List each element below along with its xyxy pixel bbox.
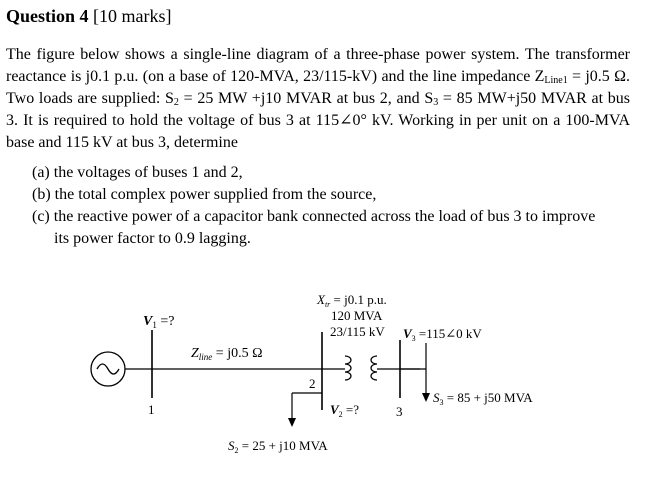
transformer-secondary-coil-icon — [371, 356, 377, 380]
s2-label: $S_2 = 25 + j10$ MVA — [228, 438, 328, 455]
ac-source-wave-icon — [97, 364, 119, 374]
line-subscript: Line1 — [544, 75, 568, 86]
part-c-text-continued: its power factor to 0.9 lagging. — [54, 230, 251, 247]
transformer-primary-coil-icon — [345, 356, 351, 380]
question-parts — [32, 162, 632, 250]
transformer-mva-label: 120 MVA — [331, 308, 383, 323]
xtr-label: $X_{tr} = j0.1$ p.u. — [317, 292, 387, 309]
part-a-text: (a) the voltages of buses 1 and 2, — [32, 164, 243, 181]
paragraph-text-4: = 85 MW+j50 MVAR at bus 3. It is required to hold the voltage of bus 3 at 115∠0° kV. Working in per unit on a 100-MVA base and 115 kV at bus 3, determine — [6, 90, 630, 151]
question-title: Question 4 — [6, 6, 89, 26]
load-2-arrow-icon — [288, 418, 296, 427]
paragraph-text-2: = j0.5 Ω. Two loads are supplied: S — [6, 68, 631, 107]
question-marks: [10 marks] — [93, 6, 172, 26]
transformer-kv-label: 23/115 kV — [330, 324, 385, 339]
part-b-text: (b) the total complex power supplied from the source, — [32, 186, 377, 203]
part-a — [32, 162, 632, 184]
s2-subscript: 2 — [173, 97, 179, 108]
question-paragraph — [6, 44, 630, 154]
part-b — [32, 184, 632, 206]
zline-label: $Z_{line} = j0.5$ Ω — [191, 346, 263, 362]
bus-1-number: 1 — [148, 402, 155, 417]
bus-2-number: 2 — [309, 376, 316, 391]
bus-3-number: 3 — [396, 404, 403, 419]
v3-label: $V_3$ =115∠0 kV — [403, 326, 482, 343]
paragraph-text-3: = 25 MW +j10 MVAR at bus 2, and S — [178, 90, 434, 107]
question-heading — [6, 6, 172, 27]
v1-label: $V_1$ =? — [143, 314, 175, 330]
load-3-arrow-icon — [422, 393, 430, 402]
s3-label: $S_3 = 85 + j50$ MVA — [433, 390, 533, 407]
part-c — [32, 206, 632, 250]
paragraph-text-1: The figure below shows a single-line diagram of a three-phase power system. The transformer reactance is j0.1 p.u. (on a base of 120-MVA, 23/115-kV) and the line impedance Z — [6, 46, 630, 85]
single-line-diagram — [0, 280, 655, 478]
s3-subscript: 3 — [433, 97, 439, 108]
part-c-text: (c) the reactive power of a capacitor bank connected across the load of bus 3 to improve — [32, 208, 596, 225]
v2-label: $V_2$ =? — [330, 402, 360, 419]
